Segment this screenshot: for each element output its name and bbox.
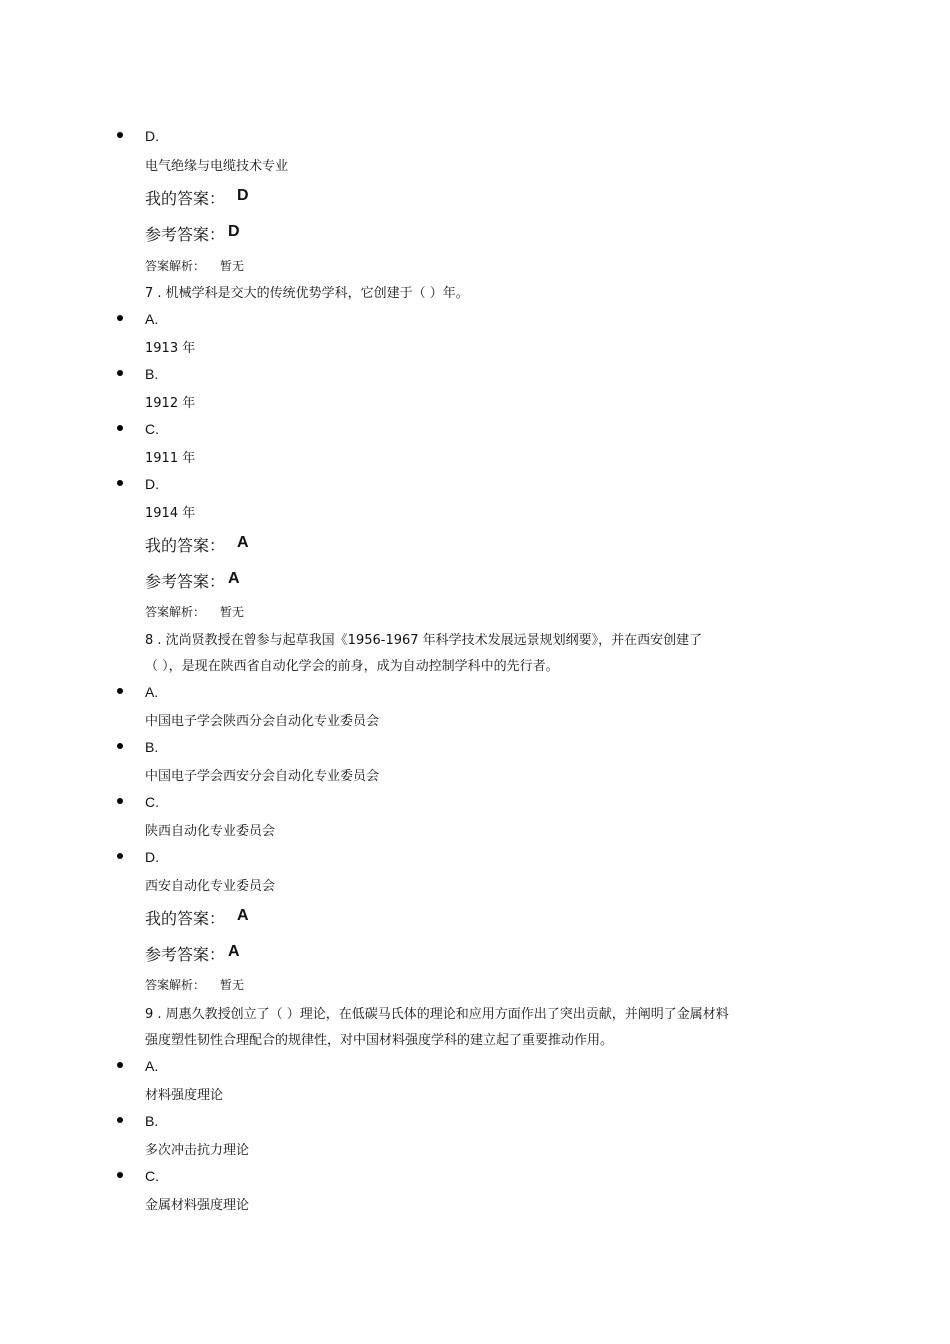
option-text: 1913 年: [145, 341, 196, 356]
reference-answer-label: 参考答案：: [145, 945, 226, 964]
option-text: 1912 年: [145, 396, 196, 411]
option-letter: D.: [145, 849, 159, 865]
option-letter: B.: [145, 366, 159, 382]
reference-answer-value: A: [228, 943, 240, 960]
option-text: 1911 年: [145, 451, 196, 466]
question-text: 9 . 周惠久教授创立了（ ）理论，在低碳马氏体的理论和应用方面作出了突出贡献，并阐明了金属材料: [145, 1007, 729, 1022]
bullet: [117, 1062, 123, 1068]
reference-answer-label: 参考答案：: [145, 572, 226, 591]
option-letter: A.: [145, 311, 159, 327]
option-text: 电气绝缘与电缆技术专业: [145, 159, 289, 174]
bullet: [117, 132, 123, 138]
option-text: 中国电子学会西安分会自动化专业委员会: [145, 769, 380, 784]
option-letter: B.: [145, 1113, 159, 1129]
bullet: [117, 743, 123, 749]
option-letter: B.: [145, 739, 159, 755]
analysis-label: 答案解析：: [145, 259, 206, 273]
analysis-text: 暂无: [220, 605, 245, 619]
option-letter: A.: [145, 684, 159, 700]
question-text-continued: （ ），是现在陕西省自动化学会的前身，成为自动控制学科中的先行者。: [145, 659, 559, 674]
question-text: 8 . 沈尚贤教授在曾参与起草我国《1956-1967 年科学技术发展远景规划纲要》，并在西安创建了: [145, 633, 703, 648]
bullet: [117, 315, 123, 321]
option-text: 中国电子学会陕西分会自动化专业委员会: [145, 714, 380, 729]
my-answer-value: D: [237, 187, 249, 204]
option-letter: D.: [145, 476, 159, 492]
analysis-text: 暂无: [220, 978, 245, 992]
option-text: 西安自动化专业委员会: [145, 879, 276, 894]
my-answer-value: A: [237, 534, 249, 551]
analysis-text: 暂无: [220, 259, 245, 273]
option-letter: C.: [145, 794, 159, 810]
reference-answer-label: 参考答案：: [145, 225, 226, 244]
option-text: 材料强度理论: [145, 1088, 224, 1103]
bullet: [117, 480, 123, 486]
option-text: 1914 年: [145, 506, 196, 521]
option-letter: C.: [145, 421, 159, 437]
option-text: 多次冲击抗力理论: [145, 1143, 250, 1158]
reference-answer-value: D: [228, 223, 240, 240]
my-answer-label: 我的答案：: [145, 536, 226, 555]
bullet: [117, 370, 123, 376]
bullet: [117, 1172, 123, 1178]
bullet: [117, 688, 123, 694]
bullet: [117, 798, 123, 804]
option-letter: D.: [145, 128, 159, 144]
analysis-label: 答案解析：: [145, 978, 206, 992]
my-answer-label: 我的答案：: [145, 909, 226, 928]
analysis-label: 答案解析：: [145, 605, 206, 619]
option-letter: C.: [145, 1168, 159, 1184]
question-text: 7 . 机械学科是交大的传统优势学科，它创建于（ ）年。: [145, 286, 469, 301]
option-text: 陕西自动化专业委员会: [145, 824, 276, 839]
reference-answer-value: A: [228, 570, 240, 587]
option-text: 金属材料强度理论: [145, 1198, 250, 1213]
bullet: [117, 1117, 123, 1123]
question-text-continued: 强度塑性韧性合理配合的规律性，对中国材料强度学科的建立起了重要推动作用。: [145, 1033, 614, 1048]
bullet: [117, 425, 123, 431]
my-answer-label: 我的答案：: [145, 189, 226, 208]
my-answer-value: A: [237, 907, 249, 924]
option-letter: A.: [145, 1058, 159, 1074]
bullet: [117, 853, 123, 859]
